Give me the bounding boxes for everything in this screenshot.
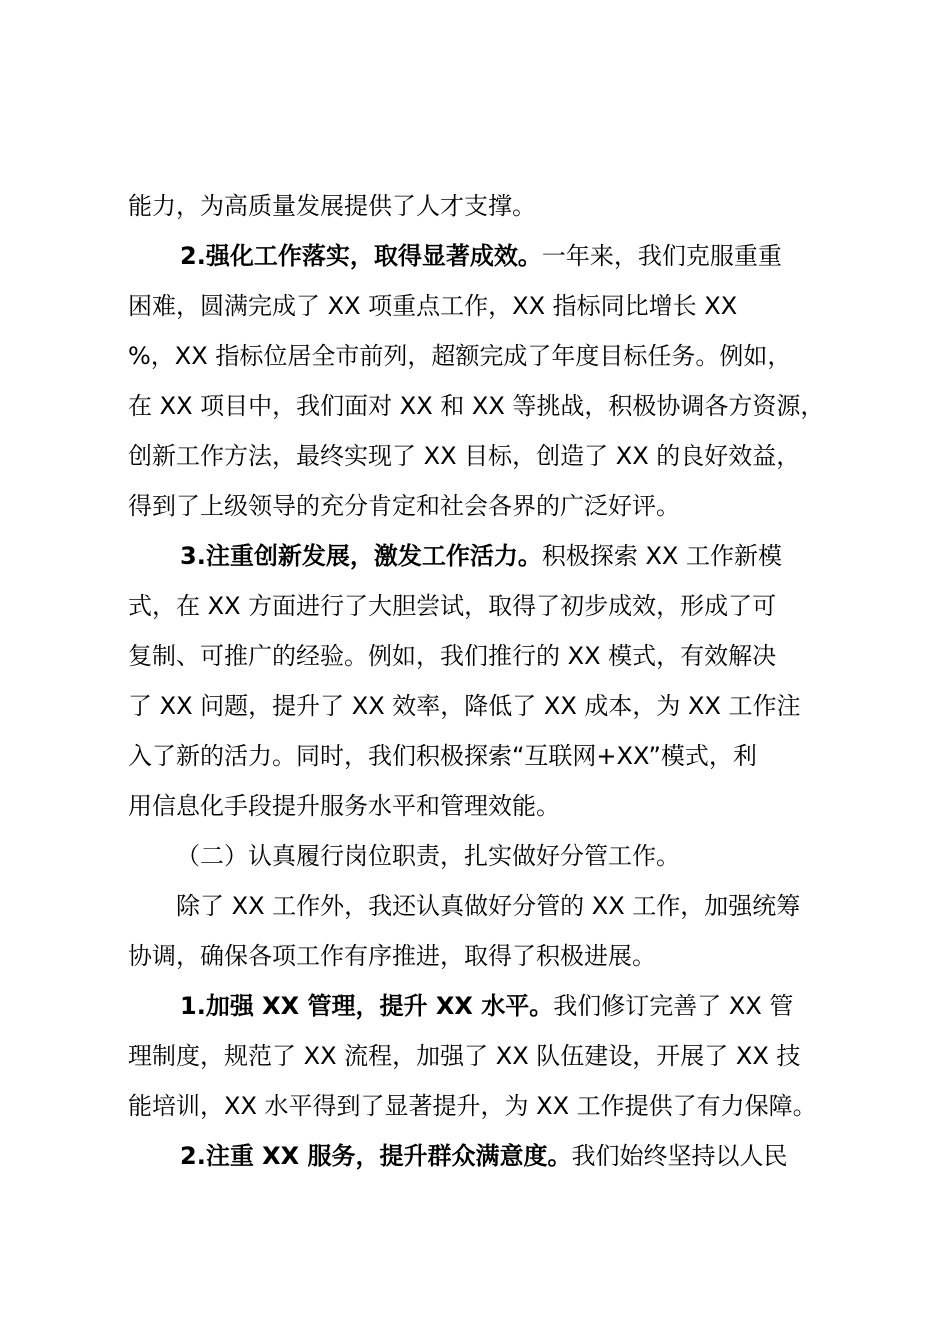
body-text: [128, 181, 840, 1181]
text-run: 能力，为高质量发展提供了人才支撑。: [128, 192, 536, 220]
paragraph-line: [128, 781, 840, 831]
paragraph-line: [128, 931, 840, 981]
section-heading: 1.加强 XX 管理，提升 XX 水平。: [180, 992, 554, 1020]
text-run: 得到了上级领导的充分肯定和社会各界的广泛好评。: [128, 492, 680, 520]
text-run: 协调，确保各项工作有序推进，取得了积极进展。: [128, 942, 656, 970]
paragraph-line: [128, 881, 840, 931]
text-run: 入了新的活力。同时，我们积极探索“互联网+XX”模式，利: [128, 742, 757, 770]
text-run: 了 XX 问题，提升了 XX 效率，降低了 XX 成本，为 XX 工作注: [128, 692, 801, 720]
text-run: 我们始终坚持以人民: [571, 1142, 788, 1170]
paragraph-line: [128, 731, 840, 781]
text-run: 困难，圆满完成了 XX 项重点工作，XX 指标同比增长 XX: [128, 292, 738, 320]
paragraph-line: [128, 681, 840, 731]
text-run: 能培训，XX 水平得到了显著提升，为 XX 工作提供了有力保障。: [128, 1092, 817, 1120]
paragraph-line: [128, 1081, 840, 1131]
paragraph-line: [128, 581, 840, 631]
text-run: 式，在 XX 方面进行了大胆尝试，取得了初步成效，形成了可: [128, 592, 777, 620]
paragraph-line: [128, 481, 840, 531]
text-run: 一年来，我们克服重重: [541, 242, 782, 270]
text-run: 积极探索 XX 工作新模: [541, 542, 782, 570]
text-run: 除了 XX 工作外，我还认真做好分管的 XX 工作，加强统筹: [176, 892, 801, 920]
paragraph-line: [128, 531, 840, 581]
paragraph-line: [128, 281, 840, 331]
text-run: 我们修订完善了 XX 管: [553, 992, 794, 1020]
section-heading: 2.强化工作落实，取得显著成效。: [180, 242, 542, 270]
section-heading: 2.注重 XX 服务，提升群众满意度。: [180, 1142, 572, 1170]
text-run: 创新工作方法，最终实现了 XX 目标，创造了 XX 的良好效益，: [128, 442, 801, 470]
paragraph-line: [128, 631, 840, 681]
text-run: 用信息化手段提升服务水平和管理效能。: [128, 792, 560, 820]
text-run: 理制度，规范了 XX 流程，加强了 XX 队伍建设，开展了 XX 技: [128, 1042, 801, 1070]
paragraph-line: [128, 231, 840, 281]
paragraph-line: [128, 181, 840, 231]
paragraph-line: [128, 331, 840, 381]
paragraph-line: [128, 1031, 840, 1081]
paragraph-line: [128, 431, 840, 481]
text-run: %，XX 指标位居全市前列，超额完成了年度目标任务。例如，: [128, 342, 792, 370]
text-run: 在 XX 项目中，我们面对 XX 和 XX 等挑战，积极协调各方资源，: [128, 392, 825, 420]
paragraph-line: [128, 981, 840, 1031]
text-run: （二）认真履行岗位职责，扎实做好分管工作。: [176, 842, 680, 870]
subsection-heading: [128, 831, 840, 881]
section-heading: 3.注重创新发展，激发工作活力。: [180, 542, 542, 570]
paragraph-line: [128, 381, 840, 431]
text-run: 复制、可推广的经验。例如，我们推行的 XX 模式，有效解决: [128, 642, 777, 670]
paragraph-line: [128, 1131, 840, 1181]
